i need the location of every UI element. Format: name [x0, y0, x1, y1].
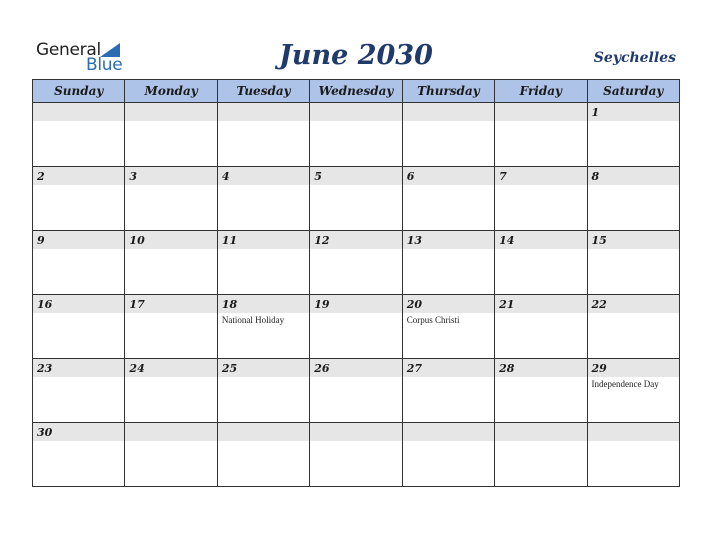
day-number: 22	[591, 298, 607, 311]
day-cell	[310, 423, 402, 487]
day-cell-header	[125, 103, 216, 121]
holiday-label: Corpus Christi	[406, 315, 460, 325]
day-cell-header	[588, 423, 679, 441]
weekday-header: Tuesday	[217, 80, 309, 103]
day-number: 15	[591, 234, 607, 247]
weekday-header: Friday	[495, 80, 587, 103]
day-number: 25	[221, 362, 238, 375]
day-cell	[217, 231, 309, 295]
day-cell	[33, 231, 125, 295]
day-number: 9	[37, 234, 45, 247]
day-cell-header	[33, 167, 124, 185]
week-row	[33, 103, 680, 167]
day-cell-header	[310, 167, 401, 185]
day-cell-header	[218, 103, 309, 121]
day-number: 26	[314, 362, 330, 375]
day-number: 21	[499, 298, 515, 311]
day-number: 29	[591, 362, 607, 375]
day-number: 7	[499, 170, 507, 183]
country-label: Seychelles	[593, 50, 676, 66]
day-cell	[587, 423, 679, 487]
day-cell-header	[218, 167, 309, 185]
day-cell-header	[495, 423, 586, 441]
day-cell	[310, 167, 402, 231]
week-row	[33, 359, 680, 423]
day-cell	[217, 423, 309, 487]
day-cell-header	[310, 423, 401, 441]
week-row	[33, 295, 680, 359]
day-cell	[33, 167, 125, 231]
day-cell-header	[495, 103, 586, 121]
day-number: 19	[314, 298, 330, 311]
day-number: 3	[129, 170, 138, 183]
week-row	[33, 423, 680, 487]
day-cell	[33, 295, 125, 359]
day-cell-header	[218, 423, 309, 441]
weekday-header: Thursday	[402, 80, 494, 103]
day-number: 8	[591, 170, 600, 183]
day-cell	[587, 295, 679, 359]
day-cell	[587, 103, 679, 167]
day-number: 20	[406, 298, 422, 311]
day-cell	[402, 167, 494, 231]
weekday-header: Sunday	[33, 80, 125, 103]
day-cell	[587, 359, 679, 423]
day-cell	[217, 103, 309, 167]
day-number: 4	[221, 170, 230, 183]
day-cell-header	[125, 423, 216, 441]
day-cell	[495, 423, 587, 487]
day-cell	[217, 167, 309, 231]
day-number: 6	[406, 170, 415, 183]
day-cell	[402, 231, 494, 295]
page-title: June 2030	[279, 40, 433, 71]
day-number: 18	[221, 298, 238, 311]
day-cell	[310, 295, 402, 359]
day-number: 28	[499, 362, 515, 375]
week-row	[33, 231, 680, 295]
day-cell	[495, 295, 587, 359]
day-cell	[125, 103, 217, 167]
day-number: 17	[129, 298, 145, 311]
day-cell	[402, 359, 494, 423]
day-cell	[310, 103, 402, 167]
day-cell	[310, 231, 402, 295]
logo-text-blue: Blue	[86, 55, 123, 75]
weekday-header-row	[33, 80, 680, 103]
day-cell-header	[495, 167, 586, 185]
calendar-grid	[32, 79, 680, 487]
day-cell	[402, 295, 494, 359]
day-cell-header	[403, 167, 494, 185]
day-cell-header	[33, 103, 124, 121]
weekday-header: Wednesday	[310, 80, 402, 103]
day-cell-header	[310, 103, 401, 121]
day-cell	[125, 231, 217, 295]
day-cell	[587, 231, 679, 295]
day-cell	[587, 167, 679, 231]
day-cell	[33, 423, 125, 487]
day-number: 23	[37, 362, 53, 375]
day-cell-header	[125, 167, 216, 185]
day-cell	[495, 231, 587, 295]
day-number: 5	[314, 170, 322, 183]
week-row	[33, 167, 680, 231]
day-cell-header	[588, 103, 679, 121]
day-number: 12	[314, 234, 330, 247]
day-number: 27	[406, 362, 422, 375]
day-number: 10	[129, 234, 145, 247]
day-cell	[33, 359, 125, 423]
day-number: 14	[499, 234, 515, 247]
day-number: 30	[37, 426, 53, 439]
day-number: 1	[591, 106, 600, 119]
day-number: 2	[37, 170, 45, 183]
day-cell-header	[588, 167, 679, 185]
day-cell	[310, 359, 402, 423]
weekday-header: Monday	[125, 80, 217, 103]
weekday-header: Saturday	[587, 80, 679, 103]
holiday-label: National Holiday	[221, 315, 285, 325]
day-cell	[125, 295, 217, 359]
day-cell	[33, 103, 125, 167]
day-cell-header	[33, 231, 124, 249]
holiday-label: Independence Day	[591, 379, 659, 389]
day-cell	[495, 167, 587, 231]
day-number: 24	[129, 362, 145, 375]
day-cell	[495, 359, 587, 423]
day-number: 16	[37, 298, 53, 311]
day-cell-header	[403, 423, 494, 441]
day-cell	[402, 423, 494, 487]
day-cell	[495, 103, 587, 167]
day-cell	[125, 423, 217, 487]
day-cell	[217, 295, 309, 359]
day-cell	[402, 103, 494, 167]
day-cell	[125, 167, 217, 231]
day-cell	[217, 359, 309, 423]
day-number: 13	[406, 234, 422, 247]
day-cell-header	[403, 103, 494, 121]
logo-text-general: General	[36, 40, 101, 60]
day-number: 11	[221, 234, 238, 247]
day-cell	[125, 359, 217, 423]
